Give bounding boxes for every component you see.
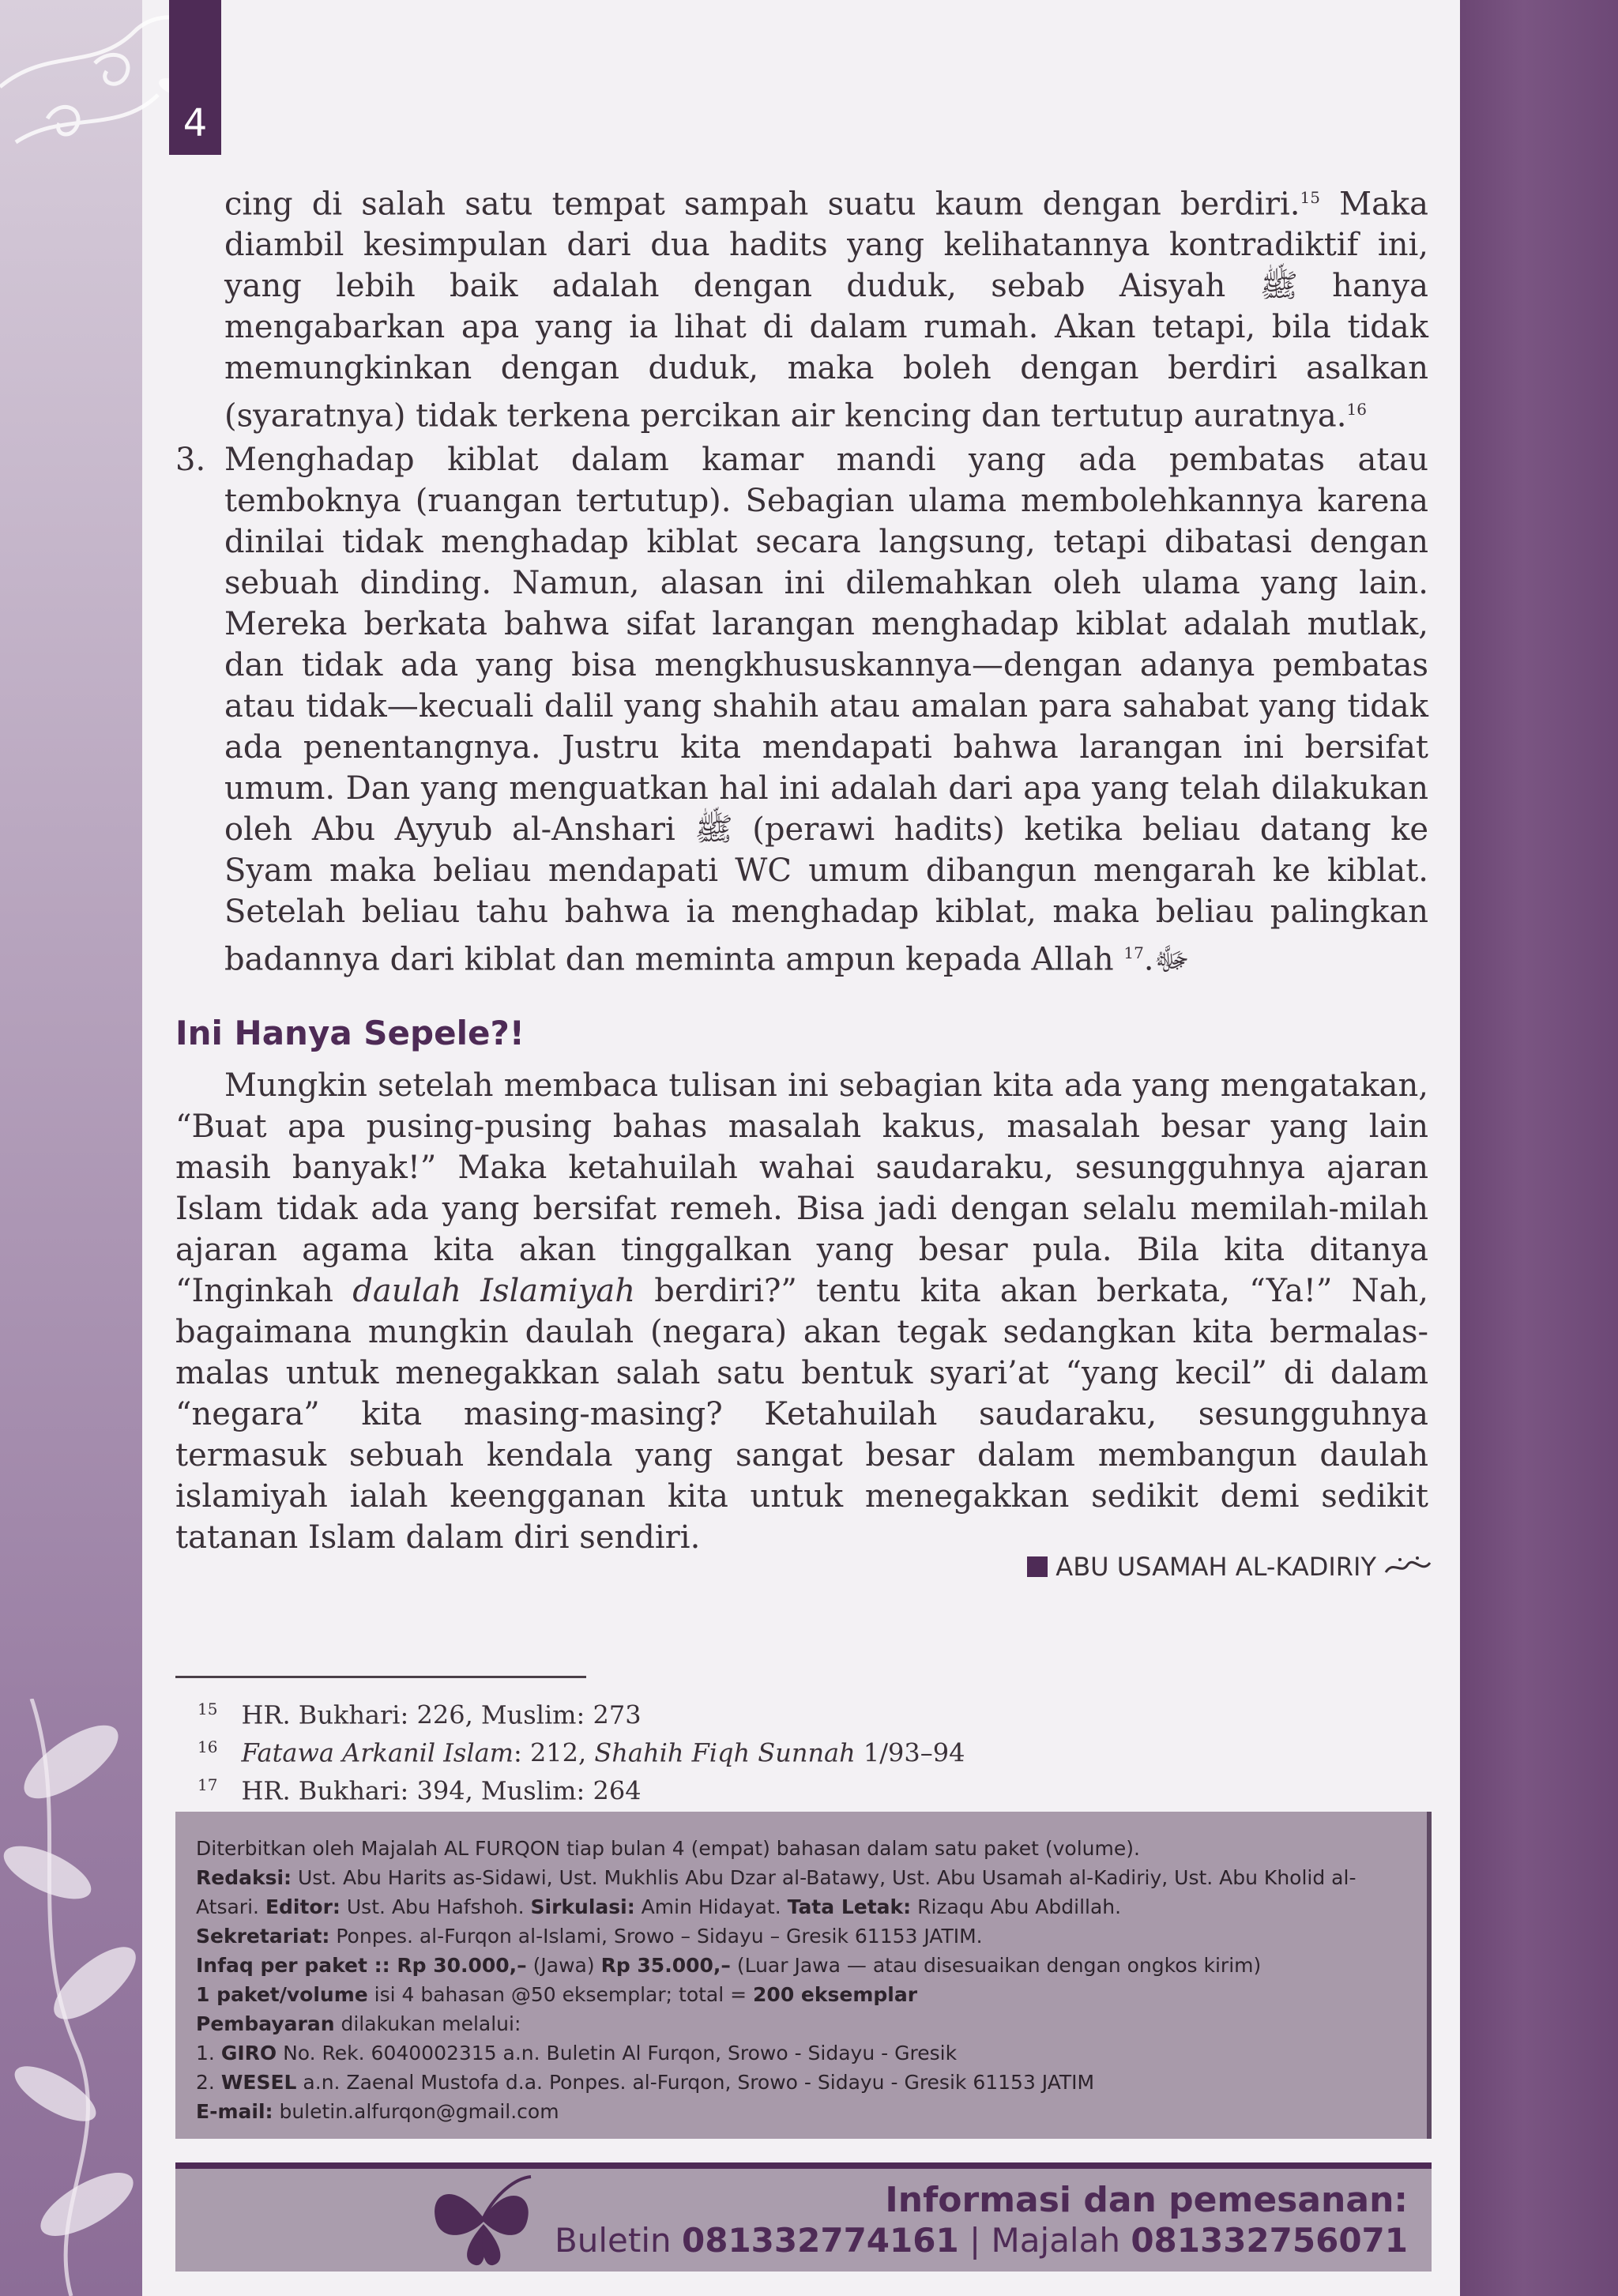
flourish-bottom-icon [0, 1699, 150, 2296]
editor-value: Ust. Abu Hafshoh. [340, 1895, 531, 1918]
wesel-value: a.n. Zaenal Mustofa d.a. Ponpes. al-Furqon, Srowo - Sidayu - Gresik 61153 JATIM [296, 2071, 1095, 2094]
author-name: ABU USAMAH AL-KADIRIY [1055, 1552, 1376, 1582]
pembayaran-value: dilakukan melalui: [334, 2012, 521, 2035]
wesel-label: WESEL [220, 2071, 297, 2094]
giro-value: No. Rek. 6040002315 a.n. Buletin Al Furqon, Srowo - Sidayu - Gresik [277, 2042, 958, 2065]
footnote-italic-1: Fatawa Arkanil Islam [241, 1737, 514, 1768]
info-line-published: Diterbitkan oleh Majalah AL FURQON tiap bulan 4 (empat) bahasan dalam satu paket (volume). [196, 1837, 1140, 1860]
paket-total: 200 eksemplar [753, 1983, 918, 2006]
majalah-phone[interactable]: 081332756071 [1131, 2221, 1408, 2260]
footnote-text: HR. Bukhari: 394, Muslim: 264 [241, 1775, 642, 1806]
giro-label: GIRO [220, 2042, 277, 2065]
section-body [175, 1065, 1428, 1558]
right-decorative-band [1460, 0, 1618, 2296]
item3-text: Menghadap kiblat dalam kamar mandi yang ada pembatas atau temboknya (ruangan tertutup). Sebagian ulama membolehkannya karena dinilai tidak menghadap kiblat secara langsung, tetapi dibatasi dengan sebuah dinding. Namun, alasan ini dilemahkan oleh ulama yang lain. Mereka berkata bahwa sifat larangan menghadap kiblat adalah mutlak, dan tidak ada yang bisa mengkhususkannya—dengan adanya pembatas atau tidak—kecuali dalil yang shahih atau amalan para sahabat yang tidak ada penentangnya. Justru kita mendapati bahwa larangan ini bersifat umum. Dan yang menguatkan hal ini adalah dari apa yang telah dilakukan oleh Abu Ayyub al-Anshari ﷺ (perawi hadits) ketika beliau datang ke Syam maka beliau mendapati WC umum dibangun mengarah ke kiblat. Setelah beliau tahu bahwa ia menghadap kiblat, maka beliau palingkan badannya dari kiblat dan meminta ampun kepada Allah ﷻ. [224, 442, 1429, 978]
info-line-package [196, 1980, 1406, 2009]
info-line-staff [196, 1863, 1406, 1921]
sekretariat-label: Sekretariat: [196, 1925, 330, 1948]
sekretariat-value: Ponpes. al-Furqon al-Islami, Srowo – Sidayu – Gresik 61153 JATIM. [329, 1925, 983, 1948]
buletin-phone[interactable]: 081332774161 [682, 2221, 959, 2260]
page-number: 4 [169, 0, 221, 155]
info-line-payment [196, 2009, 1406, 2038]
info-line-secretariat [196, 1921, 1406, 1951]
section-body-part1: Mungkin setelah membaca tulisan ini sebagian kita ada yang mengatakan, “Buat apa pusing-pusing bahas masalah kakus, masalah besar yang lain masih banyak!” Maka ketahuilah wahai saudaraku, sesungguhnya ajaran Islam tidak ada yang bersifat remeh. Bisa jadi dengan selalu memilah-milah ajaran agama kita akan tinggalkan yang besar pula. Bila kita ditanya “Inginkah [175, 1067, 1428, 1309]
editor-label: Editor: [265, 1895, 341, 1918]
footnote-15 [198, 1693, 642, 1731]
infaq-label: Infaq per paket :: Rp 30.000,– [196, 1954, 527, 1977]
footnote-divider [175, 1676, 586, 1678]
footnote-italic-2: Shahih Fiqh Sunnah [594, 1737, 856, 1768]
footer-contact-bar [175, 2162, 1432, 2272]
info-line-infaq [196, 1951, 1406, 1980]
author-signature [1027, 1552, 1432, 1582]
butterfly-logo-icon [420, 2162, 547, 2273]
tata-letak-value: Rizaqu Abu Abdillah. [911, 1895, 1122, 1918]
info-line-giro [196, 2038, 1406, 2068]
contact-separator: | [958, 2221, 991, 2260]
sirkulasi-label: Sirkulasi: [530, 1895, 635, 1918]
section-body-part2: berdiri?” tentu kita akan berkata, “Ya!” Nah, bagaimana mungkin daulah (negara) akan tegak sedangkan kita bermalas-malas untuk menegakkan salah satu bentuk syari’at “yang kecil” di dalam “negara” kita masing-masing? Ketahuilah saudaraku, sesungguhnya termasuk sebuah kendala yang sangat besar dalam membangun daulah islamiyah ialah keengganan kita untuk menegakkan sedikit demi sedikit tatanan Islam dalam diri sendiri. [175, 1273, 1429, 1556]
footnote-ref-16[interactable]: 16 [1346, 400, 1367, 420]
section-heading: Ini Hanya Sepele?! [175, 1014, 525, 1052]
paket-label: 1 paket/volume [196, 1983, 368, 2006]
footnote-number: 15 [198, 1699, 218, 1718]
infaq-note: (Luar Jawa — atau disesuaikan dengan ongkos kirim) [730, 1954, 1262, 1977]
footnote-text: HR. Bukhari: 226, Muslim: 273 [241, 1699, 642, 1730]
wesel-number: 2. [196, 2071, 215, 2094]
redaksi-value: Ust. Abu Harits as-Sidawi, Ust. Mukhlis Abu Dzar al-Batawy, Ust. Abu Usamah al-Kadiriy, Ust. Abu Kholid al-Atsari. [196, 1866, 1356, 1918]
item2-text-b: Maka diambil kesimpulan dari dua hadits yang kelihatannya kontradiktif ini, yang lebih baik adalah dengan duduk, sebab Aisyah ﷺ hanya mengabarkan apa yang ia lihat di dalam rumah. Akan tetapi, bila tidak memungkinkan dengan duduk, maka boleh dengan berdiri asalkan (syaratnya) tidak terkena percikan air kencing dan tertutup auratnya. [224, 186, 1428, 435]
info-line-email [196, 2097, 1406, 2126]
footnote-16 [198, 1731, 965, 1769]
footnote-tail: 1/93–94 [855, 1737, 965, 1768]
sirkulasi-value: Amin Hidayat. [634, 1895, 788, 1918]
infaq-jawa: (Jawa) [526, 1954, 601, 1977]
paket-value: isi 4 bahasan @50 eksemplar; total = [367, 1983, 754, 2006]
info-line-wesel [196, 2068, 1406, 2097]
footnote-ref-17[interactable]: 17 [1123, 943, 1144, 962]
list-item-3 [175, 439, 1428, 980]
email-link[interactable]: buletin.alfurqon@gmail.com [273, 2100, 559, 2123]
footnote-number: 17 [198, 1775, 218, 1794]
footnote-17 [198, 1769, 642, 1807]
section-body-italic: daulah Islamiyah [352, 1273, 636, 1309]
pembayaran-label: Pembayaran [196, 2012, 335, 2035]
footnote-mid: : 212, [513, 1737, 595, 1768]
item2-text-a: cing di salah satu tempat sampah suatu kaum dengan berdiri. [224, 186, 1300, 223]
majalah-label: Majalah [991, 2221, 1131, 2260]
footer-title: Informasi dan pemesanan: [885, 2180, 1408, 2220]
tata-letak-label: Tata Letak: [787, 1895, 912, 1918]
footer-contacts [555, 2221, 1408, 2260]
footnote-number: 16 [198, 1737, 218, 1756]
buletin-label: Buletin [554, 2221, 682, 2260]
item2-continuation [175, 177, 1428, 437]
publisher-info-box [175, 1812, 1432, 2139]
footnote-ref-15[interactable]: 15 [1300, 188, 1320, 207]
redaksi-label: Redaksi: [196, 1866, 292, 1889]
calligraphy-honorific-icon [1384, 1555, 1432, 1579]
infaq-luar-price: Rp 35.000,– [600, 1954, 731, 1977]
giro-number: 1. [196, 2042, 215, 2065]
square-bullet-icon [1027, 1556, 1048, 1577]
list-item-number: 3. [175, 442, 206, 478]
email-label: E-mail: [196, 2100, 273, 2123]
